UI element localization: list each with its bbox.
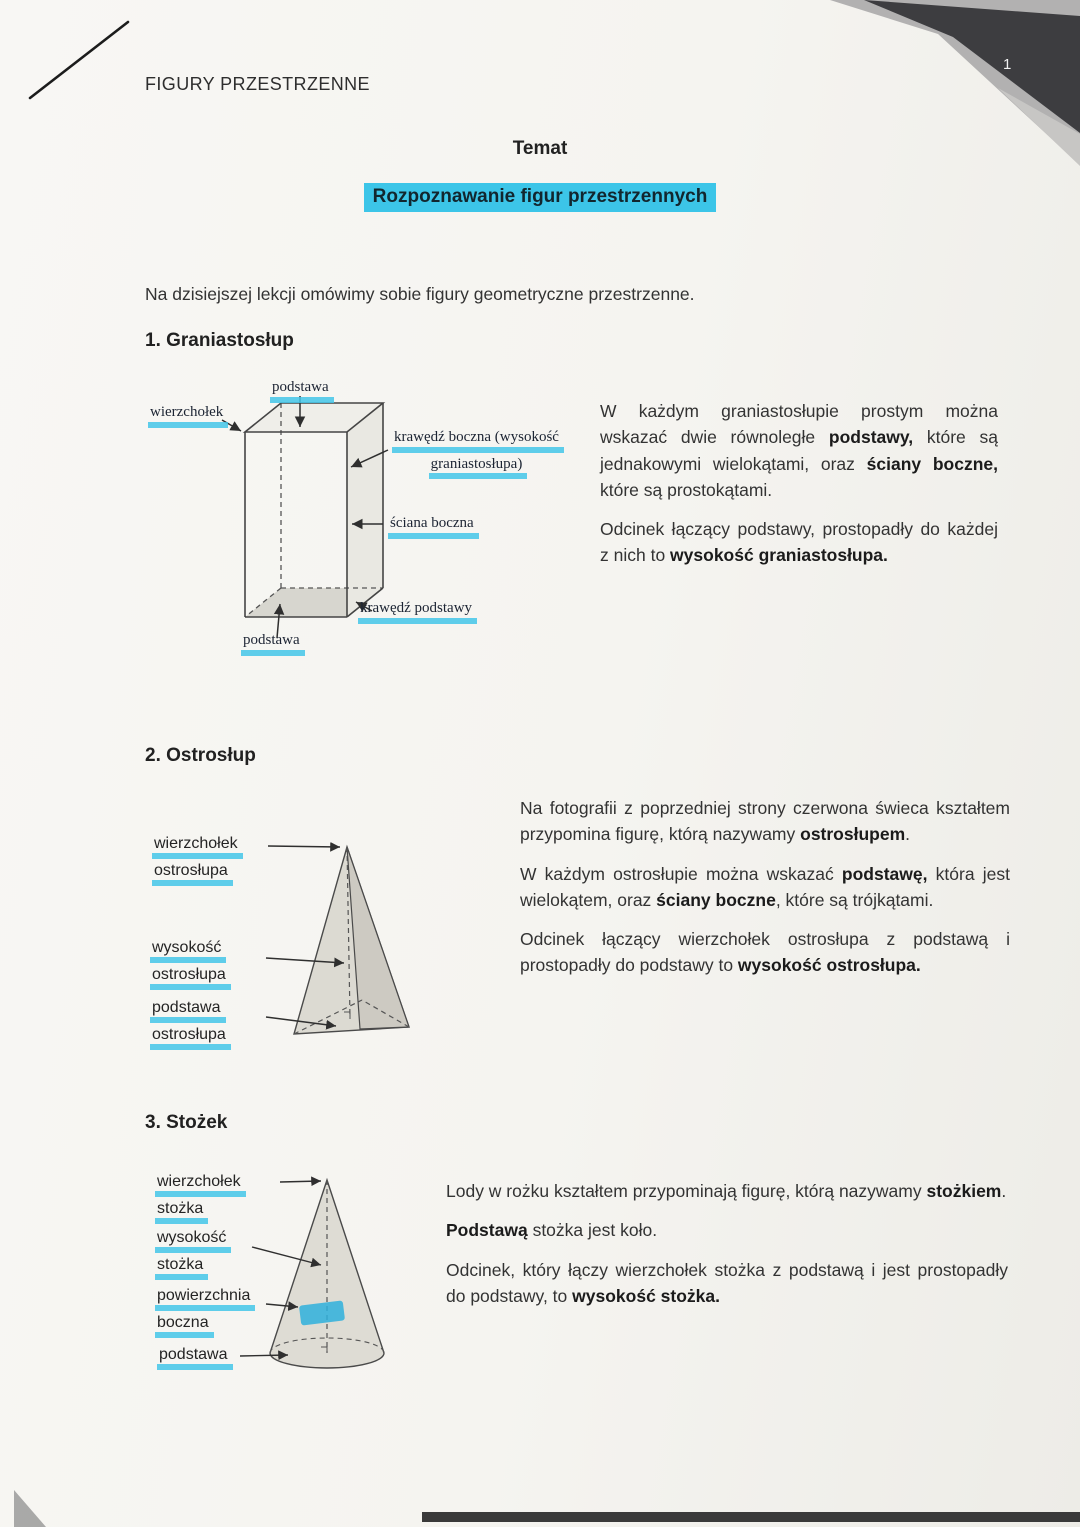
page-number: 1: [1003, 56, 1012, 73]
bottom-scan-bar: [422, 1512, 1080, 1522]
cone-label-wierzcholek: wierzchołek stożka: [155, 1170, 246, 1224]
temat-heading: Temat: [512, 138, 568, 159]
cone-paragraph-3: Odcinek, który łączy wierzchołek stożka z podstawą i jest prostopadły do podstawy, to wysokość stożka.: [446, 1259, 1008, 1306]
temat-heading-wrap: [0, 138, 1080, 160]
prism-right-face: [347, 403, 383, 617]
pen-stroke: [30, 22, 128, 98]
bottom-left-mark: [14, 1490, 46, 1527]
prism-label-podstawa-top: podstawa: [270, 376, 334, 403]
intro-paragraph: Na dzisiejszej lekcji omówimy sobie figury geometryczne przestrzenne.: [145, 284, 695, 304]
pyramid-paragraph-1: Na fotografii z poprzedniej strony czerwona świeca kształtem przypomina figurę, którą nazywamy ostrosłupem.: [520, 798, 1010, 845]
connector-podstawa-stozka: [240, 1355, 288, 1356]
prism-label-krawedz-boczna: krawędź boczna (wysokość graniastosłupa): [383, 426, 573, 479]
pyramid-label-wysokosc: wysokość ostrosłupa: [150, 936, 231, 990]
pyramid-label-podstawa: podstawa ostrosłupa: [150, 996, 231, 1050]
connector-wierzcholek-ostroslupa: [268, 846, 340, 847]
prism-paragraph-2: Odcinek łączący podstawy, prostopadły do każdej z nich to wysokość graniastosłupa.: [600, 519, 998, 566]
cone-paragraph-1: Lody w rożku kształtem przypominają figurę, którą nazywamy stożkiem.: [446, 1181, 1007, 1201]
pyramid-label-wierzcholek: wierzchołek ostrosłupa: [152, 832, 243, 886]
prism-label-podstawa-bottom: podstawa: [241, 629, 305, 656]
cone-paragraph-2: Podstawą stożka jest koło.: [446, 1220, 658, 1241]
pyramid-paragraph-2: W każdym ostrosłupie można wskazać podstawę, która jest wielokątem, oraz ściany boczne, które są trójkątami.: [520, 863, 1010, 910]
prism-text-column: [600, 398, 998, 582]
pyramid-text-column: [520, 795, 1010, 992]
cone-label-podstawa: podstawa: [157, 1343, 233, 1370]
prism-label-krawedz-podstawy: krawędź podstawy: [358, 597, 477, 624]
section-heading-pyramid: 2. Ostrosłup: [145, 745, 256, 766]
lesson-title-wrap: [0, 183, 1080, 212]
prism-label-sciana-boczna: ściana boczna: [388, 512, 479, 539]
cone-text-column: [446, 1178, 1008, 1322]
connector-wierzcholek-stozka: [280, 1181, 321, 1182]
lesson-title-highlighted: Rozpoznawanie figur przestrzennych: [364, 183, 717, 212]
prism-paragraph-1: W każdym graniastosłupie prostym można wskazać dwie równoległe podstawy, które są jednakowymi wielokątami, oraz ściany boczne, które są prostokątami.: [600, 401, 998, 500]
section-heading-cone: 3. Stożek: [145, 1112, 228, 1133]
cone-label-wysokosc: wysokość stożka: [155, 1226, 231, 1280]
pyramid-paragraph-3: Odcinek łączący wierzchołek ostrosłupa z podstawą i prostopadły do podstawy to wysokość ostrosłupa.: [520, 929, 1010, 976]
cone-label-powierzchnia: powierzchnia boczna: [155, 1284, 255, 1338]
prism-label-wierzcholek: wierzchołek: [148, 401, 228, 428]
page-header: FIGURY PRZESTRZENNE: [145, 74, 370, 94]
section-heading-prism: 1. Graniastosłup: [145, 330, 294, 351]
